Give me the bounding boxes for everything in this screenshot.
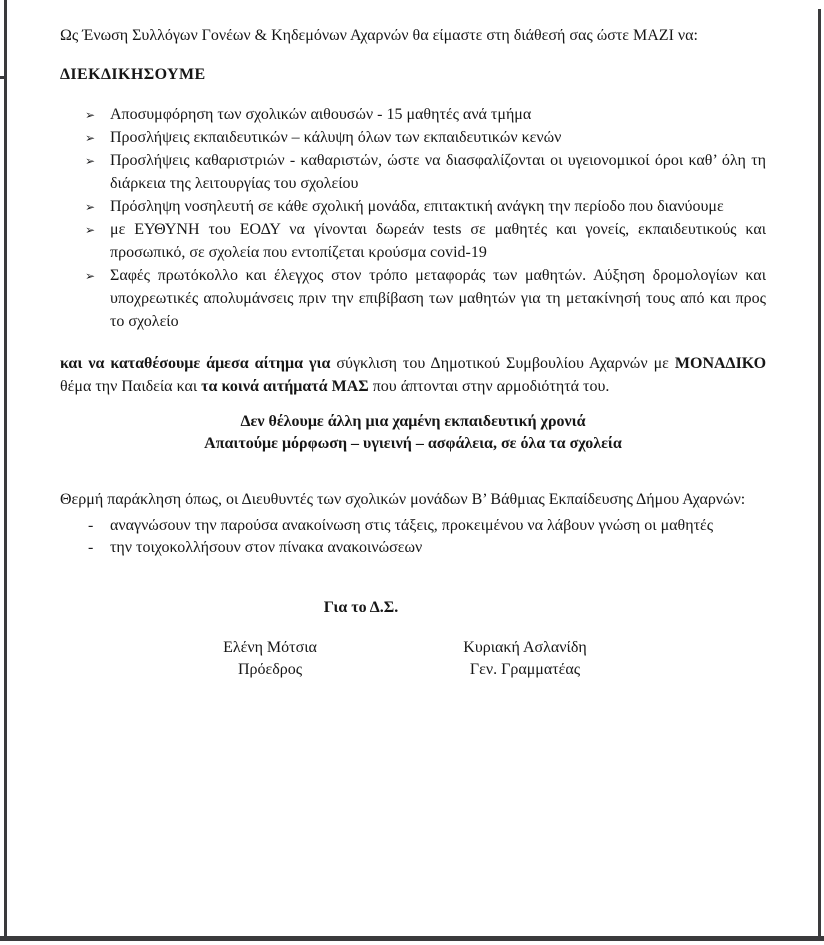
arrow-bullet-icon: ➢ [85,154,96,168]
document-content [60,24,766,681]
requests-list [60,515,766,559]
request-item [60,515,766,537]
slogan-block [60,411,766,455]
signer-title: Γεν. Γραμματέας [469,661,581,678]
intro-paragraph: Ως Ένωση Συλλόγων Γονέων & Κηδεμόνων Αχαρνών θα είμαστε στη διάθεσή σας ώστε ΜΑΖΙ να: [60,27,698,44]
demand-item [60,149,766,195]
arrow-bullet-icon: ➢ [85,131,96,145]
demand-text: Πρόσληψη νοσηλευτή σε κάθε σχολική μονάδα, επιτακτική ανάγκη την περίοδο που διανύουμε [110,198,724,215]
motion-paragraph [60,352,766,398]
page-bottom-border [0,936,824,941]
motion-bold-segment: τα κοινά αιτήματά ΜΑΣ [201,378,373,395]
motion-text-segment: σύγκλιση του Δημοτικού Συμβουλίου Αχαρνών με [336,355,675,372]
motion-text-segment: που άπτονται στην αρμοδιότητά του. [372,378,610,395]
demand-text: Προσλήψεις εκπαιδευτικών – κάλυψη όλων των εκπαιδευτικών κενών [110,129,562,146]
arrow-bullet-icon: ➢ [85,108,96,122]
request-item [60,537,766,559]
slogan-line-1: Δεν θέλουμε άλλη μια χαμένη εκπαιδευτική χρονιά [240,413,586,430]
motion-bold-segment: ΜΟΝΑΔΙΚΟ [674,355,767,372]
dash-bullet-icon: - [88,517,94,534]
request-text: την τοιχοκολλήσουν στον πίνακα ανακοινώσεων [110,539,423,556]
dash-bullet-icon: - [88,539,94,556]
signatures-block [60,637,766,681]
board-heading: Για το Δ.Σ. [323,599,399,616]
demand-text: Σαφές πρωτόκολλο και έλεγχος στον τρόπο μεταφοράς των μαθητών. Αύξηση δρομολογίων και υποχρεωτικές απολυμάνσεις πριν την επιβίβαση των μαθητών για τη μετακίνησή τους από και προς το σχολείο [110,267,766,330]
signature-secretary [425,637,625,681]
demand-text: Προσλήψεις καθαριστριών - καθαριστών, ώστε να διασφαλίζονται οι υγειονομικοί όροι καθ’ όλη τη διάρκεια της λειτουργίας του σχολείου [110,152,766,192]
arrow-bullet-icon: ➢ [85,269,96,283]
demand-text: Αποσυμφόρηση των σχολικών αιθουσών - 15 μαθητές ανά τμήμα [110,106,532,123]
arrow-bullet-icon: ➢ [85,200,96,214]
demand-item [60,195,766,218]
motion-text-segment: θέμα την Παιδεία και [60,378,202,395]
demand-item [60,103,766,126]
claims-heading: ΔΙΕΚΔΙΚΗΣΟΥΜΕ [60,66,206,83]
plea-paragraph: Θερμή παράκληση όπως, οι Διευθυντές των σχολικών μονάδων Β’ Βάθμιας Εκπαίδευσης Δήμου Αχαρνών: [60,491,746,508]
page-left-border-tick [0,76,5,79]
signer-name: Κυριακή Ασλανίδη [463,639,587,656]
demands-list [60,103,766,333]
signature-president [170,637,370,681]
slogan-line-2: Απαιτούμε μόρφωση – υγιεινή – ασφάλεια, σε όλα τα σχολεία [204,435,622,452]
demand-item [60,264,766,333]
request-text: αναγνώσουν την παρούσα ανακοίνωση στις τάξεις, προκειμένου να λάβουν γνώση οι μαθητές [110,517,714,534]
demand-item [60,218,766,264]
arrow-bullet-icon: ➢ [85,223,96,237]
demand-text: με ΕΥΘΥΝΗ του ΕΟΔΥ να γίνονται δωρεάν tests σε μαθητές και γονείς, εκπαιδευτικούς και προσωπικό, σε σχολεία που εντοπίζεται κρούσμα covid-19 [110,221,766,261]
page-left-border [4,0,7,941]
motion-bold-segment: και να καταθέσουμε άμεσα αίτημα για [60,355,337,372]
signer-title: Πρόεδρος [237,661,303,678]
signer-name: Ελένη Μότσια [223,639,317,656]
demand-item [60,126,766,149]
page-right-border [818,9,821,941]
